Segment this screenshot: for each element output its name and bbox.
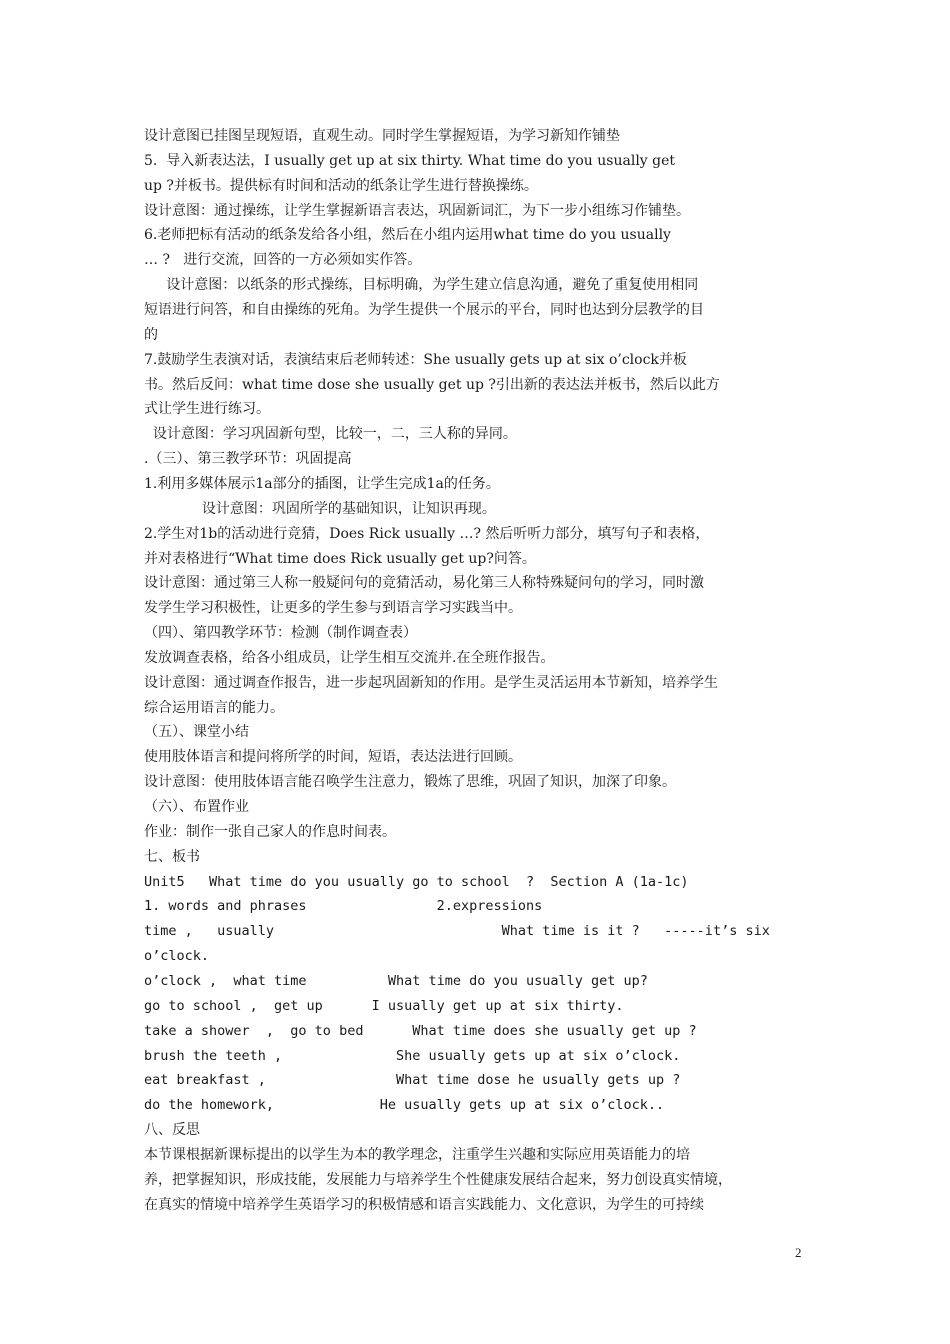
text-line: 并对表格进行“What time does Rick usually get up?问答。 [144, 550, 536, 567]
text-line: 设计意图：以纸条的形式操练，目标明确，为学生建立信息沟通，避免了重复使用相同 [144, 277, 699, 294]
page-number: 2 [795, 1245, 802, 1260]
text-line: 使用肢体语言和提问将所学的时间，短语，表达法进行回顾。 [144, 749, 522, 766]
text-line: Unit5 What time do you usually go to school ? Section A (1a-1c) [144, 873, 689, 890]
text-line: 作业：制作一张自己家人的作息时间表。 [144, 823, 396, 840]
text-line: 养，把掌握知识，形成技能，发展能力与培养学生个性健康发展结合起来，努力创设真实情境， [144, 1171, 732, 1188]
text-line: .（三）、第三教学环节：巩固提高 [144, 451, 352, 468]
text-line: 设计意图：使用肢体语言能召唤学生注意力，锻炼了思维，巩固了知识，加深了印象。 [144, 774, 676, 791]
text-line: 七、板书 [144, 848, 200, 865]
text-line: 发学生学习积极性，让更多的学生参与到语言学习实践当中。 [144, 600, 522, 617]
text-line: take a shower , go to bed What time does she usually get up ? [144, 1022, 697, 1039]
text-line: 设计意图：通过调查作报告，进一步起巩固新知的作用。是学生灵活运用本节新知，培养学生 [144, 674, 718, 691]
text-line: 设计意图已挂图呈现短语，直观生动。同时学生掌握短语，为学习新知作铺垫 [144, 128, 620, 144]
text-line: 1. words and phrases 2.expressions [144, 898, 543, 915]
text-line: 书。然后反问：what time dose she usually get up ?引出新的表达法并板书，然后以此方 [144, 376, 720, 393]
text-line: 短语进行问答，和自由操练的死角。为学生提供一个展示的平台，同时也达到分层教学的目 [144, 302, 704, 318]
text-line: 在真实的情境中培养学生英语学习的积极情感和语言实践能力、文化意识，为学生的可持续 [144, 1196, 704, 1213]
text-line: 设计意图：通过操练，让学生掌握新语言表达，巩固新词汇，为下一步小组练习作铺垫。 [144, 202, 690, 219]
text-line: 设计意图：学习巩固新句型，比较一，二，三人称的异同。 [144, 426, 517, 443]
text-line: up ?并板书。提供标有时间和活动的纸条让学生进行替换操练。 [144, 177, 538, 194]
text-line: o’clock , what time What time do you usually get up? [144, 972, 648, 989]
text-line: （五）、课堂小结 [144, 724, 249, 741]
text-line: 设计意图：巩固所学的基础知识，让知识再现。 [144, 500, 496, 517]
text-line: o’clock. [144, 948, 210, 965]
text-line: 2.学生对1b的活动进行竞猜，Does Rick usually …? 然后听听力部分，填写句子和表格， [144, 525, 710, 542]
text-line: eat breakfast , What time dose he usually gets up ? [144, 1072, 681, 1089]
text-line: 6.老师把标有活动的纸条发给各小组，然后在小组内运用what time do you usually [144, 227, 671, 244]
text-line: 发放调查表格，给各小组成员，让学生相互交流并.在全班作报告。 [144, 649, 555, 666]
text-line: 综合运用语言的能力。 [144, 699, 284, 716]
text-line: … ? 进行交流，回答的一方必须如实作答。 [144, 252, 422, 269]
text-line: 本节课根据新课标提出的以学生为本的教学理念，注重学生兴趣和实际应用英语能力的培 [144, 1146, 690, 1163]
text-line: 的 [144, 326, 158, 343]
text-line: 1.利用多媒体展示1a部分的插图，让学生完成1a的任务。 [144, 475, 500, 492]
text-line: 设计意图：通过第三人称一般疑问句的竞猜活动，易化第三人称特殊疑问句的学习，同时激 [144, 575, 704, 592]
text-line: 八、反思 [144, 1122, 200, 1138]
text-line: 5. 导入新表达法，I usually get up at six thirty. What time do you usually get [144, 152, 676, 169]
text-line: 式让学生进行练习。 [144, 401, 270, 418]
text-line: （六）、布置作业 [144, 799, 249, 815]
text-line: brush the teeth , She usually gets up at six o’clock. [144, 1047, 681, 1064]
text-line: （四）、第四教学环节：检测（制作调查表） [144, 625, 417, 641]
text-line: do the homework, He usually gets up at six o’clock.. [144, 1097, 665, 1114]
text-line: 7.鼓励学生表演对话，表演结束后老师转述：She usually gets up at six o’clock并板 [144, 351, 687, 368]
text-line: time , usually What time is it ? -----it’s six [144, 923, 770, 940]
text-line: go to school , get up I usually get up at six thirty. [144, 997, 624, 1014]
